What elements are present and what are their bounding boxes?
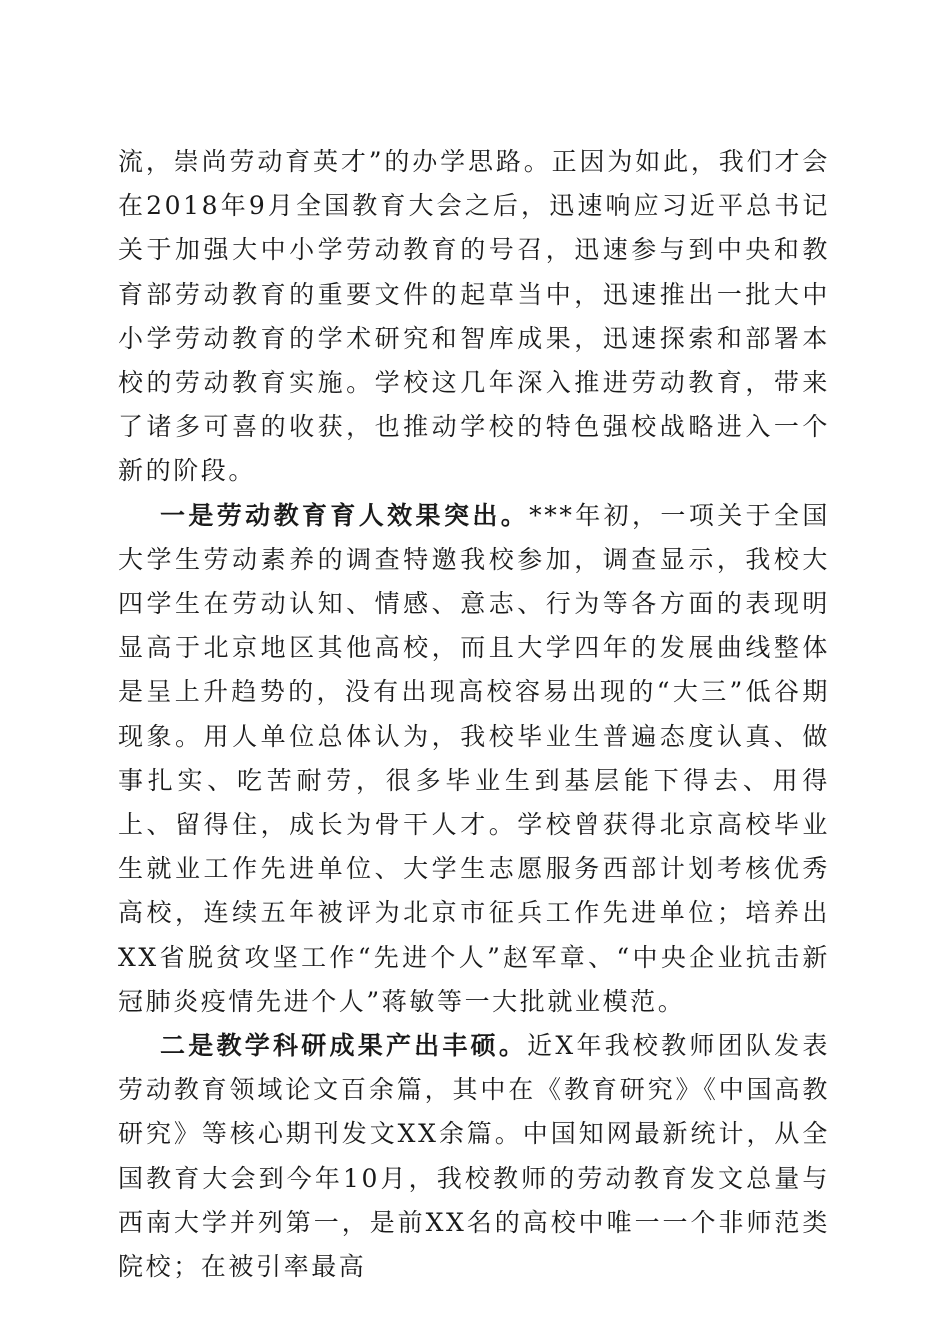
paragraph-labor-education-effect bbox=[118, 494, 830, 1024]
paragraph-text: 流，崇尚劳动育英才”的办学思路。正因为如此，我们才会在2018年9月全国教育大会之后，迅速响应习近平总书记关于加强大中小学劳动教育的号召，迅速参与到中央和教育部劳动教育的重要文件的起草当中，迅速推出一批大中小学劳动教育的学术研究和智库成果，迅速探索和部署本校的劳动教育实施。学校这几年深入推进劳动教育，带来了诸多可喜的收获，也推动学校的特色强校战略进入一个新的阶段。 bbox=[118, 147, 830, 486]
paragraph-text: 近X年我校教师团队发表劳动教育领域论文百余篇，其中在《教育研究》《中国高教研究》等核心期刊发文XX余篇。中国知网最新统计，从全国教育大会到今年10月，我校教师的劳动教育发文总量与西南大学并列第一，是前XX名的高校中唯一一个非师范类院校；在被引率最高 bbox=[118, 1031, 830, 1282]
document-body bbox=[118, 140, 830, 1289]
paragraph-text: ***年初，一项关于全国大学生劳动素养的调查特邀我校参加，调查显示，我校大四学生在劳动认知、情感、意志、行为等各方面的表现明显高于北京地区其他高校，而且大学四年的发展曲线整体是呈上升趋势的，没有出现高校容易出现的“大三”低谷期现象。用人单位总体认为，我校毕业生普遍态度认真、做事扎实、吃苦耐劳，很多毕业生到基层能下得去、用得上、留得住，成长为骨干人才。学校曾获得北京高校毕业生就业工作先进单位、大学生志愿服务西部计划考核优秀高校，连续五年被评为北京市征兵工作先进单位；培养出XX省脱贫攻坚工作“先进个人”赵军章、“中央企业抗击新冠肺炎疫情先进个人”蒋敏等一大批就业模范。 bbox=[118, 500, 830, 1016]
paragraph-lead-heading: 二是教学科研成果产出丰硕。 bbox=[160, 1031, 528, 1061]
paragraph-continuation bbox=[118, 140, 830, 494]
paragraph-lead-heading: 一是劳动教育育人效果突出。 bbox=[160, 500, 530, 530]
paragraph-research-results bbox=[118, 1024, 830, 1289]
